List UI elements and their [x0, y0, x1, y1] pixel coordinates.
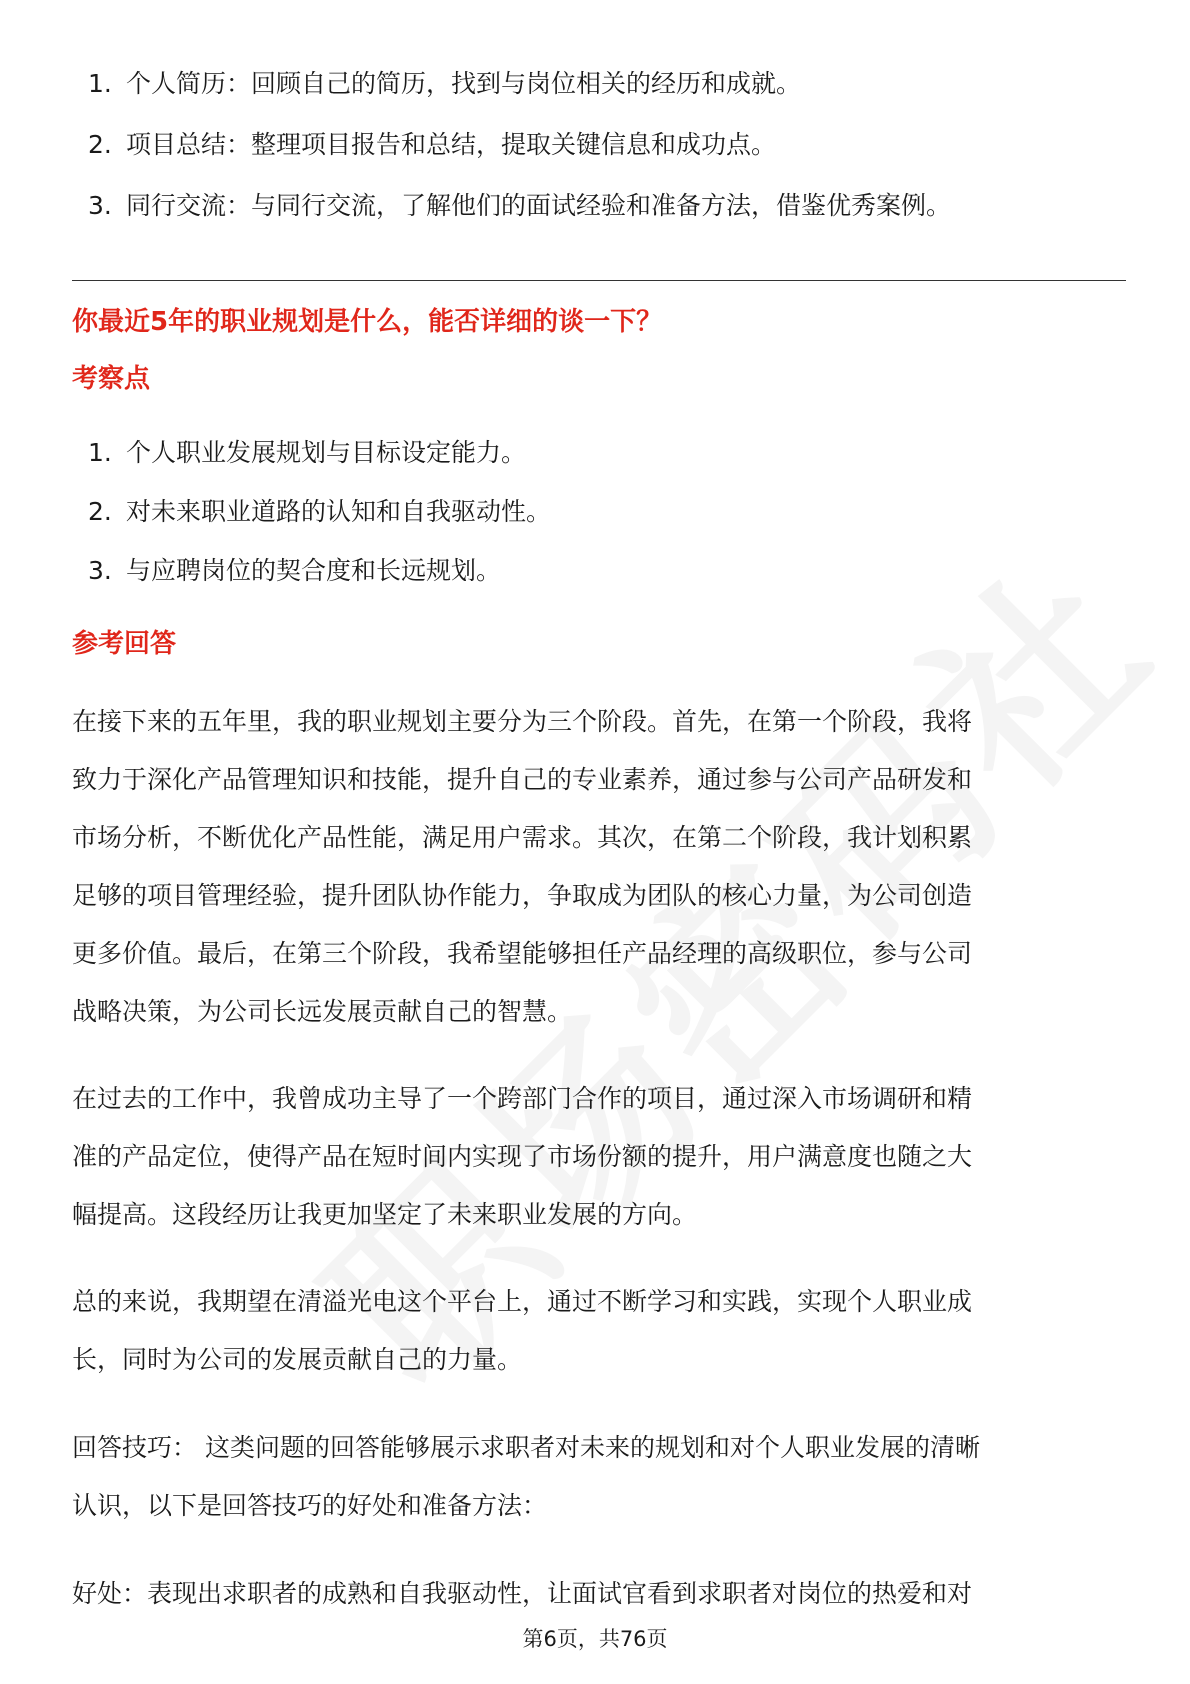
answer-paragraph-plan: 在接下来的五年里，我的职业规划主要分为三个阶段。首先，在第一个阶段，我将 致力于深化产品管理知识和技能，提升自己的专业素养，通过参与公司产品研发和 市场分析，不断优化产品性能，满足用户需求。其次，在第二个阶段，我计划积累 足够的项目管理经验，提升团队协作能力，争取成为团队的核心力量，为公司创造 更多价值。最后，在第三个阶段，我希望能够担任产品经理的高级职位，参与公司 战略决策，为公司长远发展贡献自己的智慧。: [72, 707, 973, 1026]
answer-tips-paragraph: 回答技巧： 这类问题的回答能够展示求职者对未来的规划和对个人职业发展的清晰 认识，以下是回答技巧的好处和准备方法：: [72, 1433, 980, 1520]
answer-paragraph-experience: 在过去的工作中，我曾成功主导了一个跨部门合作的项目，通过深入市场调研和精 准的产品定位，使得产品在短时间内实现了市场份额的提升，用户满意度也随之大 幅提高。这段经历让我更加坚定了未来职业发展的方向。: [72, 1084, 973, 1229]
preparation-list: [88, 69, 1128, 252]
answer-paragraph-summary: 总的来说，我期望在清溢光电这个平台上，通过不断学习和实践，实现个人职业成 长，同时为公司的发展贡献自己的力量。: [72, 1287, 973, 1374]
list-item: 3. 同行交流：与同行交流，了解他们的面试经验和准备方法，借鉴优秀案例。: [88, 191, 952, 220]
list-item: 3. 与应聘岗位的契合度和长远规划。: [88, 556, 502, 585]
page-number: 第6页，共76页: [522, 1627, 668, 1651]
answer-heading: 参考回答: [72, 629, 177, 659]
list-item: 2. 对未来职业道路的认知和自我驱动性。: [88, 497, 552, 526]
list-item: 2. 项目总结：整理项目报告和总结，提取关键信息和成功点。: [88, 130, 777, 159]
focus-heading: 考察点: [72, 364, 151, 394]
question-heading: 你最近5年的职业规划是什么，能否详细的谈一下？: [72, 307, 663, 337]
benefits-paragraph: 好处：表现出求职者的成熟和自我驱动性，让面试官看到求职者对岗位的热爱和对: [72, 1579, 973, 1608]
list-item: 1. 个人职业发展规划与目标设定能力。: [88, 438, 527, 467]
section-divider: [72, 280, 1126, 281]
focus-list: [88, 438, 1128, 615]
list-item: 1. 个人简历：回顾自己的简历，找到与岗位相关的经历和成就。: [88, 69, 802, 98]
